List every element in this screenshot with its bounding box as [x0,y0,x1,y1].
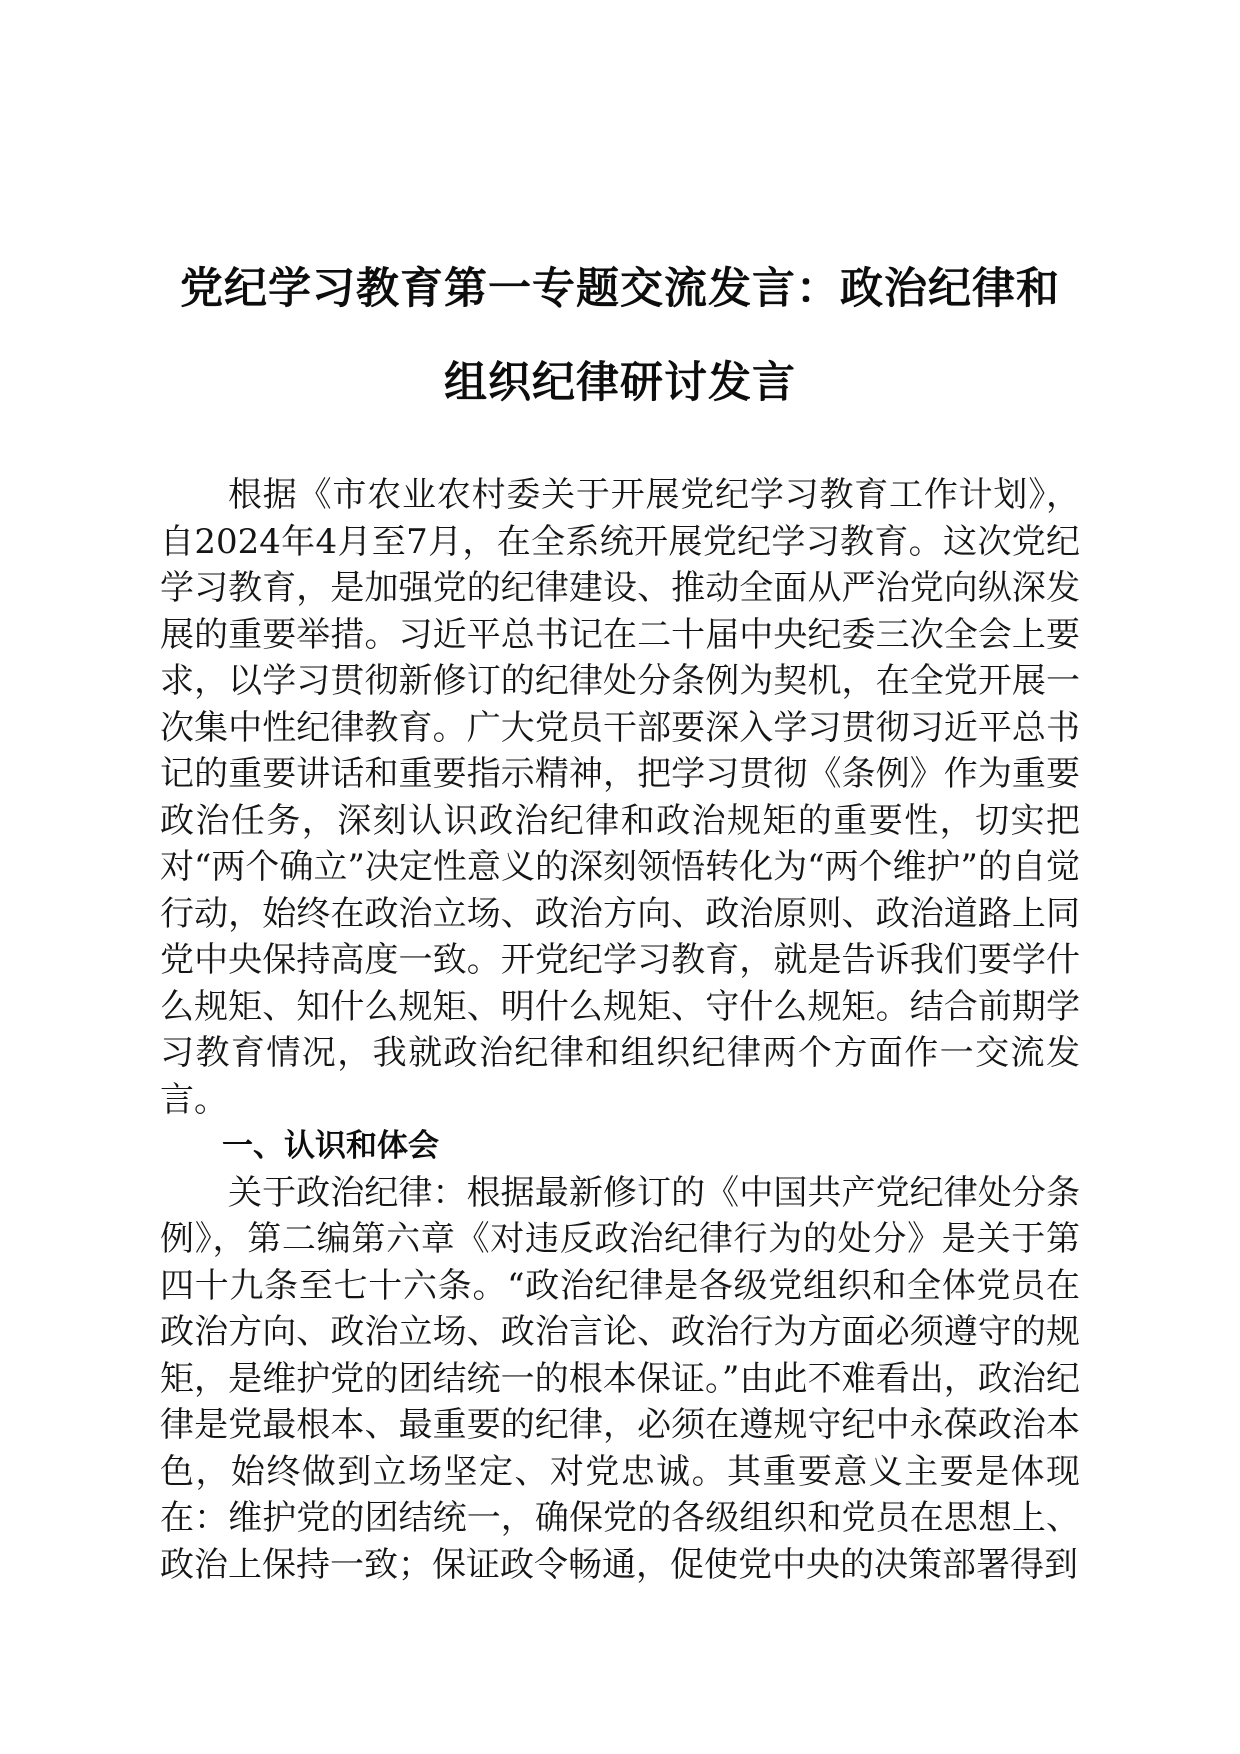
paragraph-intro: 根据《市农业农村委关于开展党纪学习教育工作计划》，自2024年4月至7月，在全系统开展党纪学习教育。这次党纪学习教育，是加强党的纪律建设、推动全面从严治党向纵深发展的重要举措。习近平总书记在二十届中央纪委三次全会上要求，以学习贯彻新修订的纪律处分条例为契机，在全党开展一次集中性纪律教育。广大党员干部要深入学习贯彻习近平总书记的重要讲话和重要指示精神，把学习贯彻《条例》作为重要政治任务，深刻认识政治纪律和政治规矩的重要性，切实把对“两个确立”决定性意义的深刻领悟转化为“两个维护”的自觉行动，始终在政治立场、政治方向、政治原则、政治道路上同党中央保持高度一致。开党纪学习教育，就是告诉我们要学什么规矩、知什么规矩、明什么规矩、守什么规矩。结合前期学习教育情况，我就政治纪律和组织纪律两个方面作一交流发言。 [160,475,1080,1120]
document-title [150,242,1090,430]
document-body [160,472,1080,1588]
title-line-1: 党纪学习教育第一专题交流发言：政治纪律和 [180,264,1060,314]
section-heading-1: 一、认识和体会 [222,1128,439,1164]
paragraph-political-discipline: 关于政治纪律：根据最新修订的《中国共产党纪律处分条例》，第二编第六章《对违反政治纪律行为的处分》是关于第四十九条至七十六条。“政治纪律是各级党组织和全体党员在政治方向、政治立场、政治言论、政治行为方面必须遵守的规矩，是维护党的团结统一的根本保证。”由此不难看出，政治纪律是党最根本、最重要的纪律，必须在遵规守纪中永葆政治本色，始终做到立场坚定、对党忠诚。其重要意义主要是体现在：维护党的团结统一，确保党的各级组织和党员在思想上、政治上保持一致；保证政令畅通，促使党中央的决策部署得到 [160,1172,1080,1585]
title-line-2: 组织纪律研讨发言 [444,358,796,408]
